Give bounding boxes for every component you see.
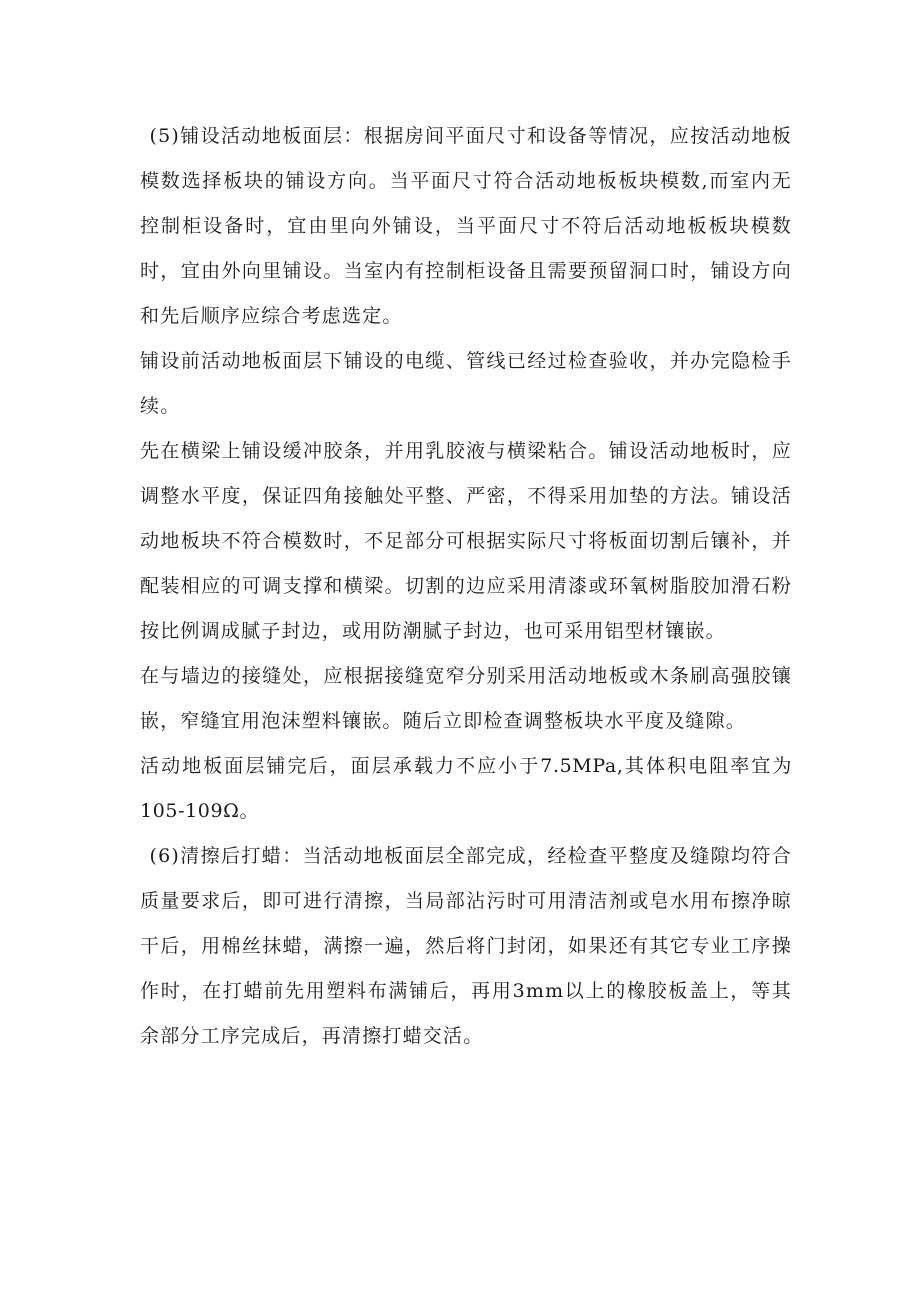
paragraph-load-capacity: 活动地板面层铺完后，面层承载力不应小于7.5MPa,其体积电阻率宜为105-109Ω。: [140, 755, 792, 822]
document-body: [140, 114, 792, 1059]
paragraph-cleaning-waxing: (6)清擦后打蜡：当活动地板面层全部完成，经检查平整度及缝隙均符合质量要求后，即可进行清擦，当局部沾污时可用清洁剂或皂水用布擦净晾干后，用棉丝抹蜡，满擦一遍，然后将门封闭，如果还有其它专业工序操作时，在打蜡前先用塑料布满铺后，再用3mm以上的橡胶板盖上，等其余部分工序完成后，再清擦打蜡交活。: [140, 845, 792, 1047]
paragraph-wall-joints: 在与墙边的接缝处，应根据接缝宽窄分别采用活动地板或木条刷高强胶镶嵌，窄缝宜用泡沫塑料镶嵌。随后立即检查调整板块水平度及缝隙。: [140, 665, 792, 732]
paragraph-cable-inspection: 铺设前活动地板面层下铺设的电缆、管线已经过检查验收，并办完隐检手续。: [140, 350, 792, 417]
paragraph-buffer-strips: 先在横梁上铺设缓冲胶条，并用乳胶液与横梁粘合。铺设活动地板时，应调整水平度，保证四角接触处平整、严密，不得采用加垫的方法。铺设活动地板块不符合模数时，不足部分可根据实际尺寸将板面切割后镶补，并配装相应的可调支撑和横梁。切割的边应采用清漆或环氧树脂胶加滑石粉按比例调成腻子封边，或用防潮腻子封边，也可采用铝型材镶嵌。: [140, 440, 792, 642]
paragraph-laying-panels: (5)铺设活动地板面层：根据房间平面尺寸和设备等情况，应按活动地板模数选择板块的铺设方向。当平面尺寸符合活动地板板块模数,而室内无控制柜设备时，宜由里向外铺设，当平面尺寸不符后活动地板板块模数时，宜由外向里铺设。当室内有控制柜设备且需要预留洞口时，铺设方向和先后顺序应综合考虑选定。: [140, 125, 792, 327]
